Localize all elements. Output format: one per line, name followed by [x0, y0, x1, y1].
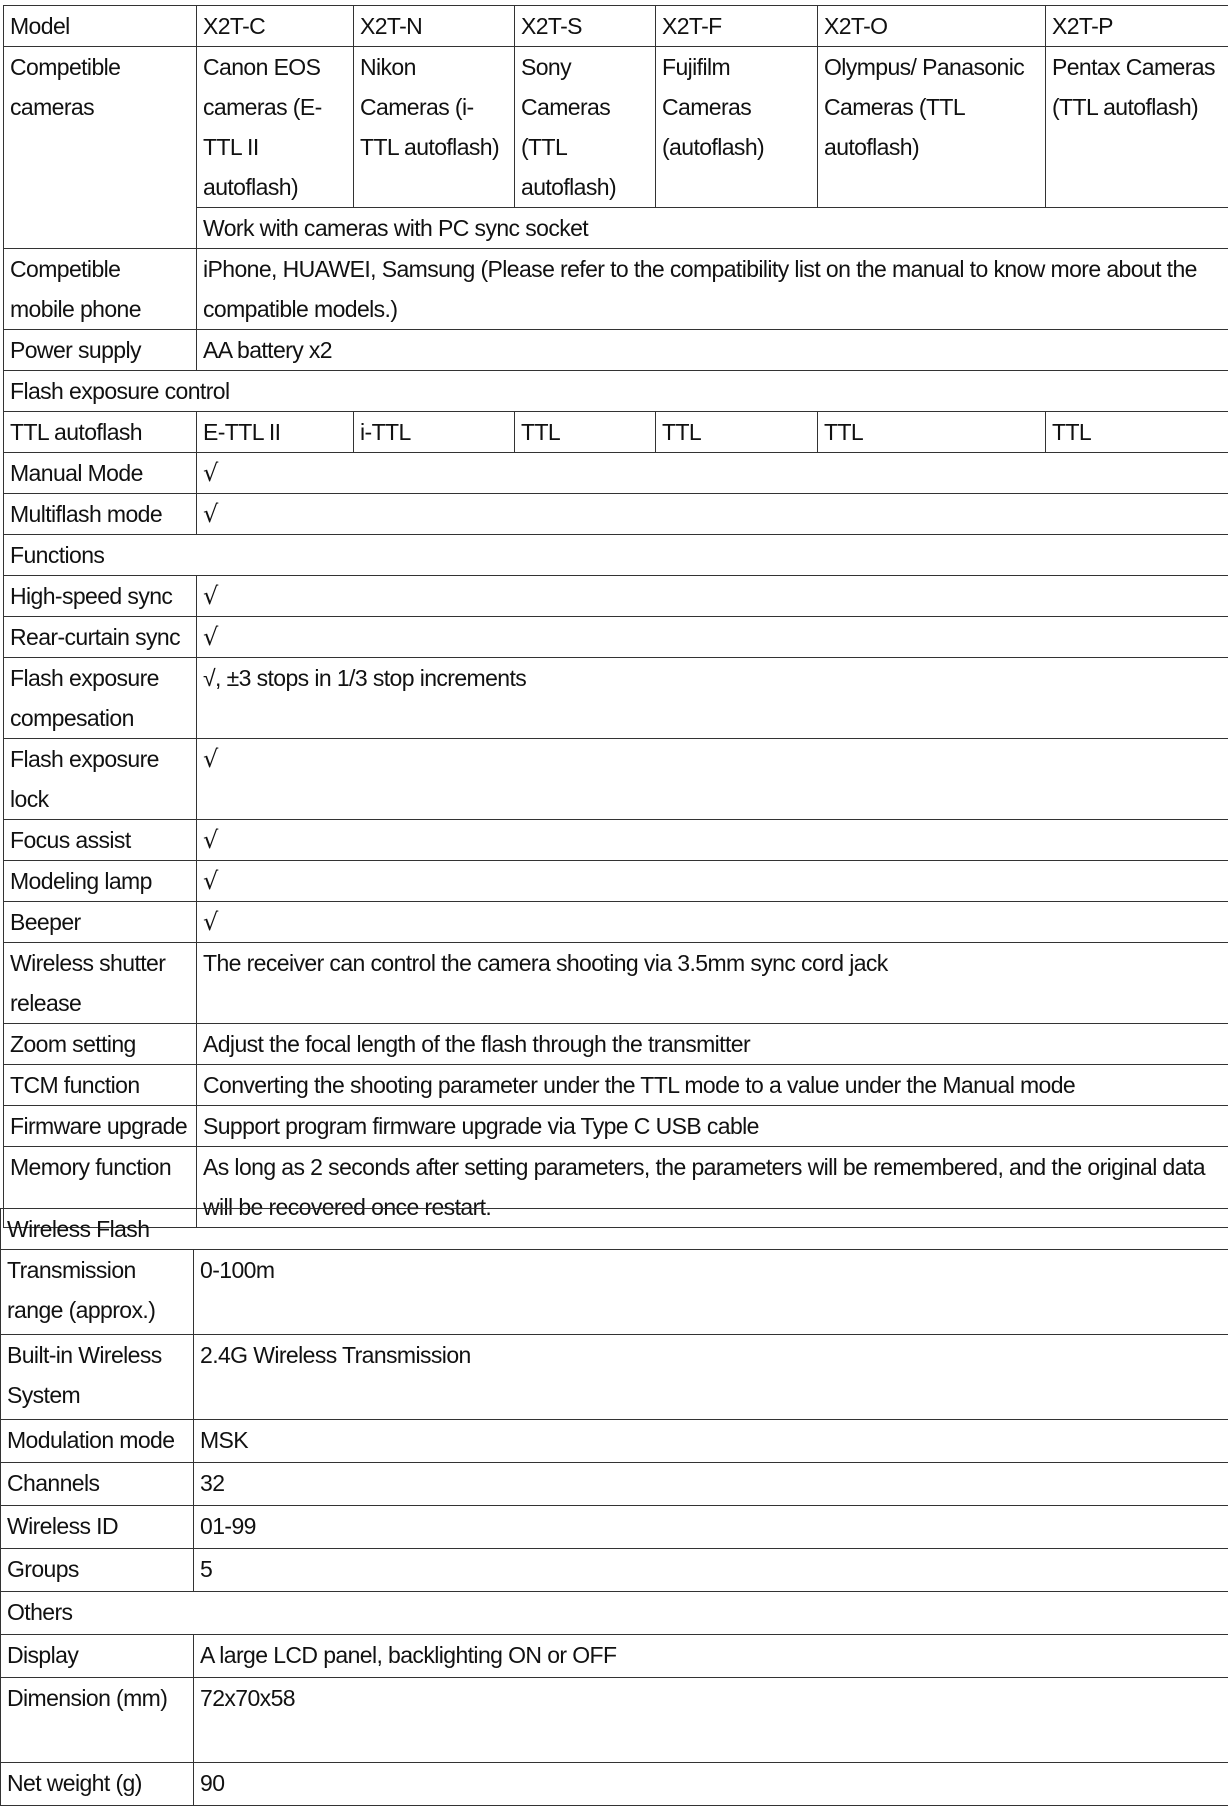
- power-label: Power supply: [4, 330, 197, 371]
- focus-assist-value: √: [197, 820, 1228, 861]
- model-x2t-c: X2T-C: [197, 6, 354, 47]
- model-x2t-f: X2T-F: [656, 6, 818, 47]
- table-row: [4, 617, 1228, 658]
- table-row: [1, 1420, 1228, 1463]
- ttl-value-n: i-TTL: [354, 412, 515, 453]
- table-row: [1, 1506, 1228, 1549]
- model-x2t-s: X2T-S: [515, 6, 656, 47]
- modeling-lamp-value: √: [197, 861, 1228, 902]
- flash-exposure-control-header: Flash exposure control: [4, 371, 1228, 412]
- compatible-camera-o: Olympus/ Panasonic Cameras (TTL autoflash): [818, 47, 1046, 208]
- table-row: [4, 453, 1228, 494]
- table-row: [4, 6, 1228, 47]
- table-row: [4, 820, 1228, 861]
- multiflash-value: √: [197, 494, 1228, 535]
- dimension-label: Dimension (mm): [1, 1678, 194, 1763]
- fel-value: √: [197, 739, 1228, 820]
- groups-label: Groups: [1, 1549, 194, 1592]
- wireless-others-table: [0, 1208, 1228, 1806]
- functions-header: Functions: [4, 535, 1228, 576]
- model-label: Model: [4, 6, 197, 47]
- table-row: [4, 943, 1228, 1024]
- tcm-label: TCM function: [4, 1065, 197, 1106]
- table-row: [4, 739, 1228, 820]
- tcm-value: Converting the shooting parameter under the TTL mode to a value under the Manual mode: [197, 1065, 1228, 1106]
- ttl-value-o: TTL: [818, 412, 1046, 453]
- fec-label: Flash exposure compesation: [4, 658, 197, 739]
- table-row: [4, 330, 1228, 371]
- table-row: [4, 861, 1228, 902]
- table-row: [4, 412, 1228, 453]
- ttl-value-p: TTL: [1046, 412, 1228, 453]
- modulation-label: Modulation mode: [1, 1420, 194, 1463]
- modeling-lamp-label: Modeling lamp: [4, 861, 197, 902]
- table-row: [4, 47, 1228, 208]
- memory-label: Memory function: [4, 1147, 197, 1228]
- modulation-value: MSK: [194, 1420, 1228, 1463]
- others-header: Others: [1, 1592, 1228, 1635]
- channels-label: Channels: [1, 1463, 194, 1506]
- table-row: [1, 1549, 1228, 1592]
- rear-curtain-label: Rear-curtain sync: [4, 617, 197, 658]
- zoom-label: Zoom setting: [4, 1024, 197, 1065]
- power-value: AA battery x2: [197, 330, 1228, 371]
- ttl-value-s: TTL: [515, 412, 656, 453]
- table-row: [4, 1024, 1228, 1065]
- groups-value: 5: [194, 1549, 1228, 1592]
- table-row: [4, 658, 1228, 739]
- wireless-system-value: 2.4G Wireless Transmission: [194, 1335, 1228, 1420]
- ttl-value-f: TTL: [656, 412, 818, 453]
- channels-value: 32: [194, 1463, 1228, 1506]
- model-x2t-n: X2T-N: [354, 6, 515, 47]
- net-weight-label: Net weight (g): [1, 1763, 194, 1806]
- table-row: [1, 1335, 1228, 1420]
- model-x2t-p: X2T-P: [1046, 6, 1228, 47]
- table-row: [4, 576, 1228, 617]
- compatible-cameras-label: Competible cameras: [4, 47, 197, 249]
- table-row: [4, 371, 1228, 412]
- ttl-value-c: E-TTL II: [197, 412, 354, 453]
- display-label: Display: [1, 1635, 194, 1678]
- net-weight-value: 90: [194, 1763, 1228, 1806]
- manual-value: √: [197, 453, 1228, 494]
- table-row: [1, 1763, 1228, 1806]
- table-row: [4, 1106, 1228, 1147]
- table-row: [1, 1209, 1228, 1250]
- wireless-system-label: Built-in Wireless System: [1, 1335, 194, 1420]
- firmware-label: Firmware upgrade: [4, 1106, 197, 1147]
- ttl-label: TTL autoflash: [4, 412, 197, 453]
- mobile-label: Competible mobile phone: [4, 249, 197, 330]
- wireless-flash-header: Wireless Flash: [1, 1209, 1228, 1250]
- fec-value: √, ±3 stops in 1/3 stop increments: [197, 658, 1228, 739]
- wireless-shutter-label: Wireless shutter release: [4, 943, 197, 1024]
- memory-value: As long as 2 seconds after setting parameters, the parameters will be remembered, and the original data will be recovered once restart.: [197, 1147, 1228, 1228]
- hss-value: √: [197, 576, 1228, 617]
- dimension-value: 72x70x58: [194, 1678, 1228, 1763]
- spec-table: [3, 5, 1228, 1228]
- transmission-range-label: Transmission range (approx.): [1, 1250, 194, 1335]
- pc-sync-note: Work with cameras with PC sync socket: [197, 208, 1228, 249]
- firmware-value: Support program firmware upgrade via Type C USB cable: [197, 1106, 1228, 1147]
- compatible-camera-n: Nikon Cameras (i-TTL autoflash): [354, 47, 515, 208]
- wireless-id-value: 01-99: [194, 1506, 1228, 1549]
- table-row: [1, 1678, 1228, 1763]
- multiflash-label: Multiflash mode: [4, 494, 197, 535]
- fel-label: Flash exposure lock: [4, 739, 197, 820]
- compatible-camera-s: Sony Cameras (TTL autoflash): [515, 47, 656, 208]
- rear-curtain-value: √: [197, 617, 1228, 658]
- table-row: [4, 902, 1228, 943]
- display-value: A large LCD panel, backlighting ON or OFF: [194, 1635, 1228, 1678]
- table-row: [1, 1463, 1228, 1506]
- wireless-id-label: Wireless ID: [1, 1506, 194, 1549]
- compatible-camera-p: Pentax Cameras (TTL autoflash): [1046, 47, 1228, 208]
- table-row: [4, 249, 1228, 330]
- table-row: [4, 535, 1228, 576]
- beeper-value: √: [197, 902, 1228, 943]
- table-row: [1, 1592, 1228, 1635]
- focus-assist-label: Focus assist: [4, 820, 197, 861]
- model-x2t-o: X2T-O: [818, 6, 1046, 47]
- compatible-camera-c: Canon EOS cameras (E-TTL II autoflash): [197, 47, 354, 208]
- table-row: [1, 1250, 1228, 1335]
- table-row: [4, 494, 1228, 535]
- hss-label: High-speed sync: [4, 576, 197, 617]
- mobile-value: iPhone, HUAWEI, Samsung (Please refer to the compatibility list on the manual to know more about the compatible models.): [197, 249, 1228, 330]
- transmission-range-value: 0-100m: [194, 1250, 1228, 1335]
- table-row: [4, 1065, 1228, 1106]
- beeper-label: Beeper: [4, 902, 197, 943]
- wireless-shutter-value: The receiver can control the camera shooting via 3.5mm sync cord jack: [197, 943, 1228, 1024]
- zoom-value: Adjust the focal length of the flash through the transmitter: [197, 1024, 1228, 1065]
- compatible-camera-f: Fujifilm Cameras (autoflash): [656, 47, 818, 208]
- manual-label: Manual Mode: [4, 453, 197, 494]
- table-row: [1, 1635, 1228, 1678]
